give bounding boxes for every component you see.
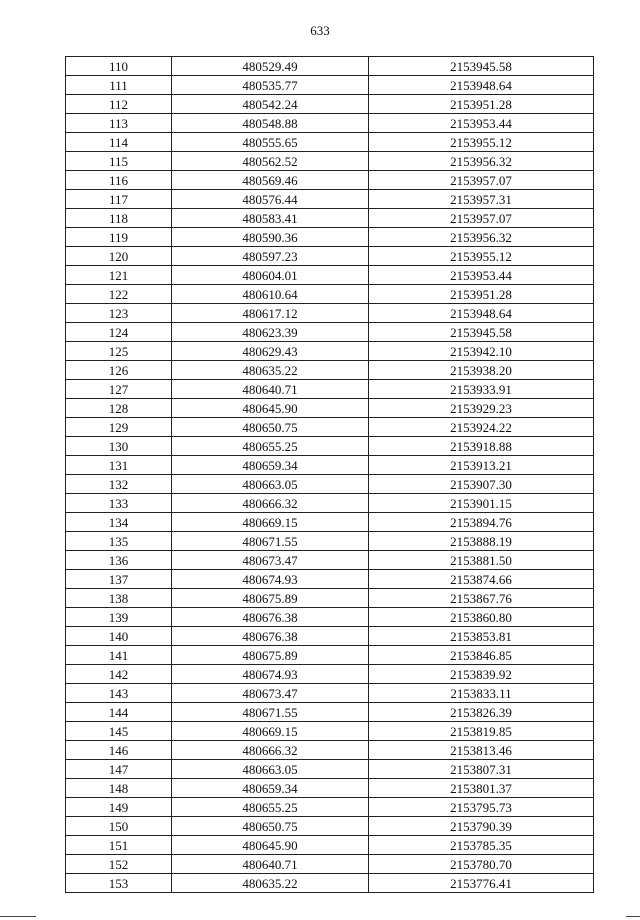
- point-number-cell: 110: [66, 57, 172, 76]
- x-coordinate-cell: 480673.47: [172, 684, 369, 703]
- y-coordinate-cell: 2153955.12: [369, 133, 594, 152]
- y-coordinate-cell: 2153846.85: [369, 646, 594, 665]
- point-number-cell: 137: [66, 570, 172, 589]
- y-coordinate-cell: 2153951.28: [369, 285, 594, 304]
- table-row: [66, 779, 594, 798]
- point-number-cell: 139: [66, 608, 172, 627]
- point-number-cell: 125: [66, 342, 172, 361]
- y-coordinate-cell: 2153801.37: [369, 779, 594, 798]
- y-coordinate-cell: 2153933.91: [369, 380, 594, 399]
- y-coordinate-cell: 2153860.80: [369, 608, 594, 627]
- x-coordinate-cell: 480676.38: [172, 608, 369, 627]
- y-coordinate-cell: 2153945.58: [369, 57, 594, 76]
- y-coordinate-cell: 2153956.32: [369, 152, 594, 171]
- y-coordinate-cell: 2153938.20: [369, 361, 594, 380]
- x-coordinate-cell: 480666.32: [172, 741, 369, 760]
- x-coordinate-cell: 480674.93: [172, 665, 369, 684]
- x-coordinate-cell: 480610.64: [172, 285, 369, 304]
- y-coordinate-cell: 2153913.21: [369, 456, 594, 475]
- x-coordinate-cell: 480623.39: [172, 323, 369, 342]
- point-number-cell: 112: [66, 95, 172, 114]
- x-coordinate-cell: 480548.88: [172, 114, 369, 133]
- table-row: [66, 95, 594, 114]
- point-number-cell: 119: [66, 228, 172, 247]
- point-number-cell: 152: [66, 855, 172, 874]
- x-coordinate-cell: 480675.89: [172, 589, 369, 608]
- point-number-cell: 148: [66, 779, 172, 798]
- x-coordinate-cell: 480635.22: [172, 361, 369, 380]
- scan-edge-mark-left: [0, 916, 36, 917]
- x-coordinate-cell: 480663.05: [172, 475, 369, 494]
- y-coordinate-cell: 2153819.85: [369, 722, 594, 741]
- table-row: [66, 684, 594, 703]
- x-coordinate-cell: 480650.75: [172, 418, 369, 437]
- y-coordinate-cell: 2153942.10: [369, 342, 594, 361]
- y-coordinate-cell: 2153813.46: [369, 741, 594, 760]
- table-row: [66, 323, 594, 342]
- point-number-cell: 147: [66, 760, 172, 779]
- y-coordinate-cell: 2153874.66: [369, 570, 594, 589]
- table-row: [66, 285, 594, 304]
- y-coordinate-cell: 2153839.92: [369, 665, 594, 684]
- x-coordinate-cell: 480659.34: [172, 456, 369, 475]
- table-row: [66, 494, 594, 513]
- point-number-cell: 120: [66, 247, 172, 266]
- table-row: [66, 817, 594, 836]
- table-row: [66, 513, 594, 532]
- y-coordinate-cell: 2153888.19: [369, 532, 594, 551]
- table-row: [66, 247, 594, 266]
- table-row: [66, 266, 594, 285]
- table-row: [66, 114, 594, 133]
- y-coordinate-cell: 2153907.30: [369, 475, 594, 494]
- table-row: [66, 342, 594, 361]
- x-coordinate-cell: 480535.77: [172, 76, 369, 95]
- point-number-cell: 116: [66, 171, 172, 190]
- table-row: [66, 608, 594, 627]
- table-row: [66, 703, 594, 722]
- x-coordinate-cell: 480555.65: [172, 133, 369, 152]
- page-number: 633: [310, 23, 330, 38]
- x-coordinate-cell: 480529.49: [172, 57, 369, 76]
- x-coordinate-cell: 480562.52: [172, 152, 369, 171]
- x-coordinate-cell: 480542.24: [172, 95, 369, 114]
- table-row: [66, 76, 594, 95]
- table-row: [66, 646, 594, 665]
- table-row: [66, 133, 594, 152]
- scan-edge-mark-right: [626, 916, 640, 917]
- point-number-cell: 117: [66, 190, 172, 209]
- y-coordinate-cell: 2153918.88: [369, 437, 594, 456]
- y-coordinate-cell: 2153780.70: [369, 855, 594, 874]
- table-row: [66, 380, 594, 399]
- table-row: [66, 570, 594, 589]
- point-number-cell: 114: [66, 133, 172, 152]
- x-coordinate-cell: 480597.23: [172, 247, 369, 266]
- point-number-cell: 133: [66, 494, 172, 513]
- x-coordinate-cell: 480640.71: [172, 380, 369, 399]
- point-number-cell: 151: [66, 836, 172, 855]
- point-number-cell: 143: [66, 684, 172, 703]
- x-coordinate-cell: 480655.25: [172, 798, 369, 817]
- table-row: [66, 798, 594, 817]
- y-coordinate-cell: 2153833.11: [369, 684, 594, 703]
- table-row: [66, 475, 594, 494]
- x-coordinate-cell: 480675.89: [172, 646, 369, 665]
- point-number-cell: 150: [66, 817, 172, 836]
- y-coordinate-cell: 2153953.44: [369, 266, 594, 285]
- x-coordinate-cell: 480666.32: [172, 494, 369, 513]
- table-row: [66, 399, 594, 418]
- y-coordinate-cell: 2153867.76: [369, 589, 594, 608]
- point-number-cell: 149: [66, 798, 172, 817]
- y-coordinate-cell: 2153957.31: [369, 190, 594, 209]
- x-coordinate-cell: 480590.36: [172, 228, 369, 247]
- table-row: [66, 551, 594, 570]
- table-row: [66, 665, 594, 684]
- x-coordinate-cell: 480604.01: [172, 266, 369, 285]
- y-coordinate-cell: 2153795.73: [369, 798, 594, 817]
- table-row: [66, 722, 594, 741]
- table-row: [66, 228, 594, 247]
- table-row: [66, 836, 594, 855]
- point-number-cell: 131: [66, 456, 172, 475]
- point-number-cell: 132: [66, 475, 172, 494]
- point-number-cell: 142: [66, 665, 172, 684]
- table-row: [66, 456, 594, 475]
- point-number-cell: 111: [66, 76, 172, 95]
- x-coordinate-cell: 480645.90: [172, 399, 369, 418]
- point-number-cell: 136: [66, 551, 172, 570]
- y-coordinate-cell: 2153945.58: [369, 323, 594, 342]
- x-coordinate-cell: 480650.75: [172, 817, 369, 836]
- y-coordinate-cell: 2153924.22: [369, 418, 594, 437]
- table-row: [66, 627, 594, 646]
- y-coordinate-cell: 2153826.39: [369, 703, 594, 722]
- x-coordinate-cell: 480671.55: [172, 703, 369, 722]
- point-number-cell: 138: [66, 589, 172, 608]
- table-row: [66, 418, 594, 437]
- x-coordinate-cell: 480645.90: [172, 836, 369, 855]
- table-row: [66, 741, 594, 760]
- x-coordinate-cell: 480583.41: [172, 209, 369, 228]
- y-coordinate-cell: 2153790.39: [369, 817, 594, 836]
- x-coordinate-cell: 480635.22: [172, 874, 369, 893]
- y-coordinate-cell: 2153951.28: [369, 95, 594, 114]
- point-number-cell: 135: [66, 532, 172, 551]
- point-number-cell: 140: [66, 627, 172, 646]
- x-coordinate-cell: 480663.05: [172, 760, 369, 779]
- x-coordinate-cell: 480676.38: [172, 627, 369, 646]
- x-coordinate-cell: 480669.15: [172, 722, 369, 741]
- point-number-cell: 121: [66, 266, 172, 285]
- point-number-cell: 127: [66, 380, 172, 399]
- table-row: [66, 152, 594, 171]
- coordinates-table-body: [66, 57, 594, 893]
- point-number-cell: 124: [66, 323, 172, 342]
- x-coordinate-cell: 480629.43: [172, 342, 369, 361]
- table-row: [66, 874, 594, 893]
- x-coordinate-cell: 480655.25: [172, 437, 369, 456]
- y-coordinate-cell: 2153956.32: [369, 228, 594, 247]
- y-coordinate-cell: 2153929.23: [369, 399, 594, 418]
- point-number-cell: 126: [66, 361, 172, 380]
- table-row: [66, 57, 594, 76]
- point-number-cell: 129: [66, 418, 172, 437]
- y-coordinate-cell: 2153948.64: [369, 304, 594, 323]
- point-number-cell: 118: [66, 209, 172, 228]
- point-number-cell: 122: [66, 285, 172, 304]
- y-coordinate-cell: 2153957.07: [369, 209, 594, 228]
- point-number-cell: 153: [66, 874, 172, 893]
- point-number-cell: 145: [66, 722, 172, 741]
- table-row: [66, 209, 594, 228]
- table-row: [66, 760, 594, 779]
- y-coordinate-cell: 2153776.41: [369, 874, 594, 893]
- x-coordinate-cell: 480640.71: [172, 855, 369, 874]
- x-coordinate-cell: 480671.55: [172, 532, 369, 551]
- table-row: [66, 361, 594, 380]
- point-number-cell: 123: [66, 304, 172, 323]
- point-number-cell: 134: [66, 513, 172, 532]
- table-row: [66, 171, 594, 190]
- point-number-cell: 128: [66, 399, 172, 418]
- x-coordinate-cell: 480659.34: [172, 779, 369, 798]
- x-coordinate-cell: 480617.12: [172, 304, 369, 323]
- y-coordinate-cell: 2153948.64: [369, 76, 594, 95]
- table-row: [66, 855, 594, 874]
- point-number-cell: 146: [66, 741, 172, 760]
- table-row: [66, 190, 594, 209]
- point-number-cell: 144: [66, 703, 172, 722]
- table-row: [66, 437, 594, 456]
- y-coordinate-cell: 2153807.31: [369, 760, 594, 779]
- x-coordinate-cell: 480674.93: [172, 570, 369, 589]
- y-coordinate-cell: 2153785.35: [369, 836, 594, 855]
- point-number-cell: 113: [66, 114, 172, 133]
- point-number-cell: 130: [66, 437, 172, 456]
- point-number-cell: 115: [66, 152, 172, 171]
- point-number-cell: 141: [66, 646, 172, 665]
- y-coordinate-cell: 2153955.12: [369, 247, 594, 266]
- y-coordinate-cell: 2153881.50: [369, 551, 594, 570]
- y-coordinate-cell: 2153853.81: [369, 627, 594, 646]
- y-coordinate-cell: 2153894.76: [369, 513, 594, 532]
- y-coordinate-cell: 2153953.44: [369, 114, 594, 133]
- table-row: [66, 589, 594, 608]
- x-coordinate-cell: 480673.47: [172, 551, 369, 570]
- y-coordinate-cell: 2153901.15: [369, 494, 594, 513]
- table-row: [66, 532, 594, 551]
- y-coordinate-cell: 2153957.07: [369, 171, 594, 190]
- x-coordinate-cell: 480669.15: [172, 513, 369, 532]
- x-coordinate-cell: 480569.46: [172, 171, 369, 190]
- table-row: [66, 304, 594, 323]
- coordinates-table: [65, 56, 594, 893]
- x-coordinate-cell: 480576.44: [172, 190, 369, 209]
